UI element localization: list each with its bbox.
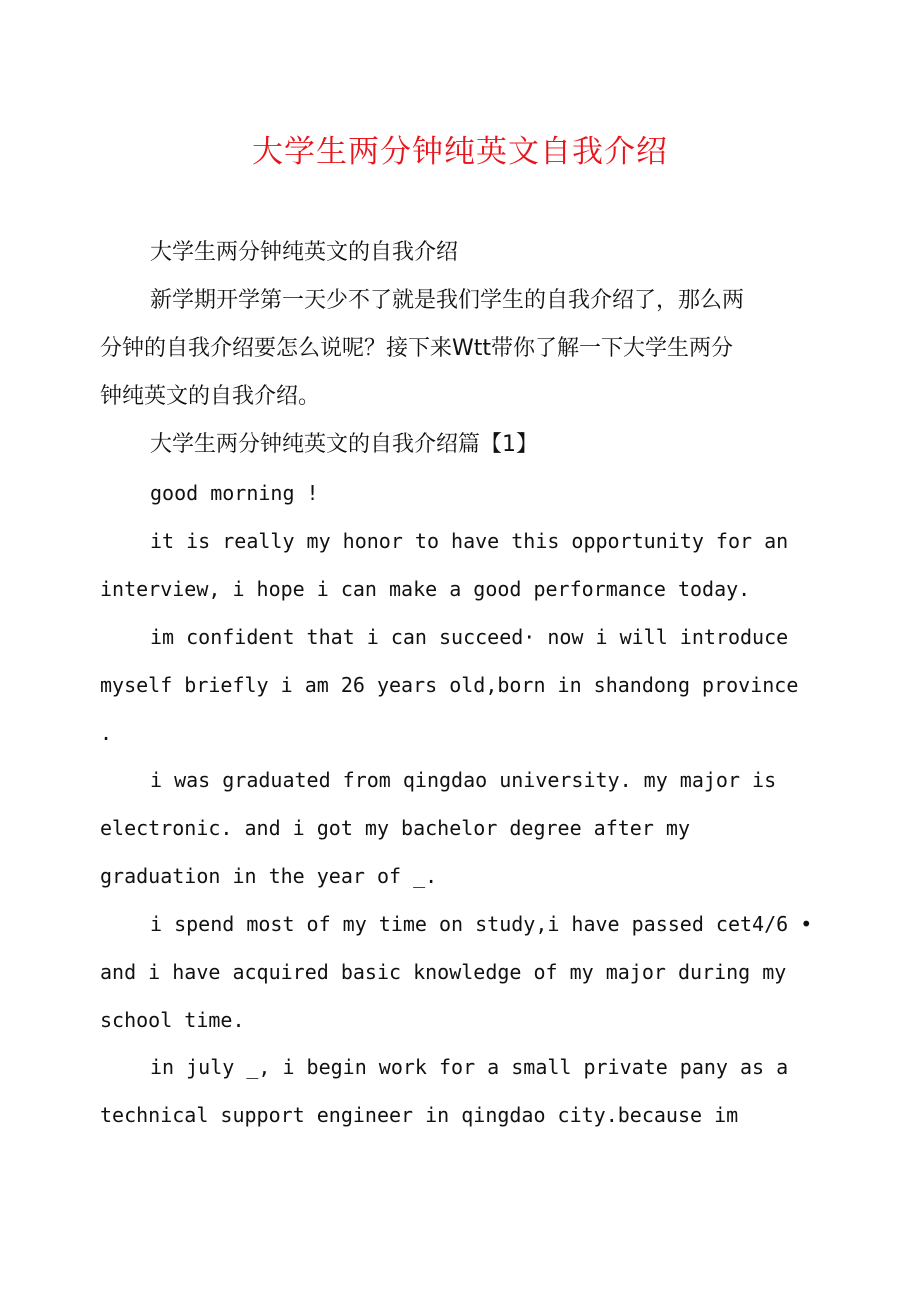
subheading-text: 大学生两分钟纯英文的自我介绍 bbox=[150, 240, 459, 265]
text-line: i was graduated from qingdao university. my major is bbox=[150, 768, 777, 792]
text-line: and i have acquired basic knowledge of my major during my bbox=[100, 960, 787, 984]
intro-line: 新学期开学第一天少不了就是我们学生的自我介绍了，那么两 bbox=[150, 288, 745, 313]
text-line: i spend most of my time on study,i have passed cet4/6 • bbox=[150, 912, 813, 936]
english-paragraph-6 bbox=[100, 1043, 820, 1139]
text-line: myself briefly i am 26 years old,born in shandong province bbox=[100, 673, 799, 697]
text-line: . bbox=[100, 721, 113, 745]
text-line: graduation in the year of _. bbox=[100, 864, 438, 888]
text-line: interview, i hope i can make a good performance today. bbox=[100, 577, 751, 601]
text-line: it is really my honor to have this opportunity for an bbox=[150, 529, 789, 553]
section-heading-text: 大学生两分钟纯英文的自我介绍篇【1】 bbox=[150, 432, 538, 457]
english-paragraph-4 bbox=[100, 756, 820, 900]
document-title: 大学生两分钟纯英文自我介绍 bbox=[252, 134, 668, 170]
english-paragraph-1 bbox=[100, 469, 820, 517]
intro-paragraph bbox=[100, 277, 820, 421]
english-paragraph-5 bbox=[100, 900, 820, 1044]
section-heading bbox=[100, 421, 820, 469]
text-line: electronic. and i got my bachelor degree after my bbox=[100, 816, 691, 840]
text-line: technical support engineer in qingdao city.because im bbox=[100, 1103, 739, 1127]
subheading bbox=[100, 229, 820, 277]
english-paragraph-3 bbox=[100, 613, 820, 757]
text-line: im confident that i can succeed· now i will introduce bbox=[150, 625, 789, 649]
intro-line: 钟纯英文的自我介绍。 bbox=[100, 384, 321, 409]
english-paragraph-2 bbox=[100, 517, 820, 613]
text-line: in july _, i begin work for a small private pany as a bbox=[150, 1055, 789, 1079]
text-line: school time. bbox=[100, 1008, 245, 1032]
intro-line: 分钟的自我介绍要怎么说呢？接下来Wtt带你了解一下大学生两分 bbox=[100, 336, 734, 361]
text-line: good morning ! bbox=[150, 481, 319, 505]
